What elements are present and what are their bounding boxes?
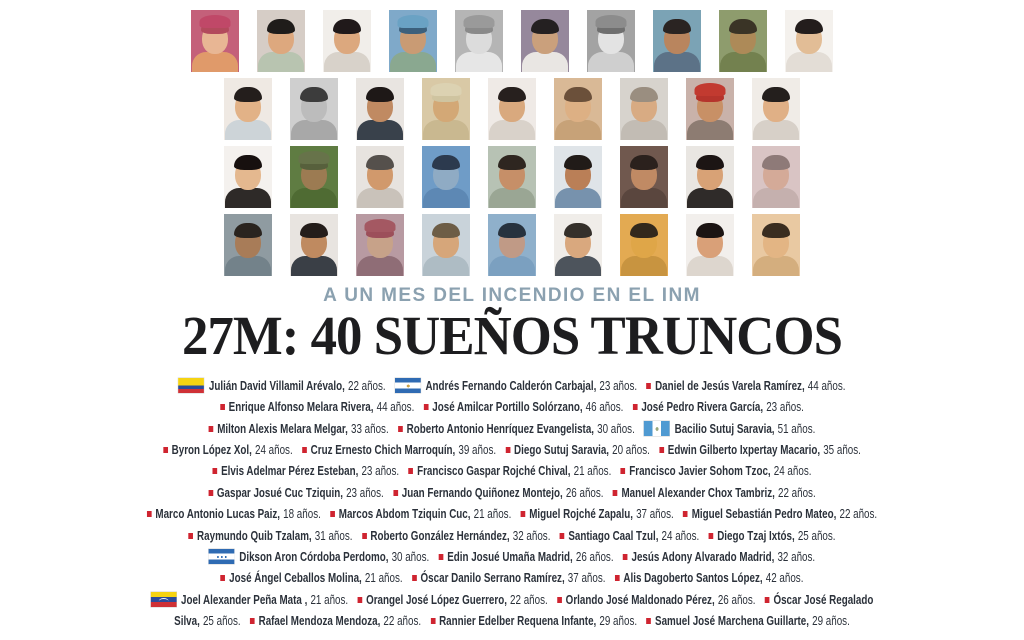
victim-age: 23 años. xyxy=(346,485,384,500)
portrait-photo xyxy=(752,214,800,276)
victim-age: 21 años. xyxy=(310,592,349,607)
victim-name: Daniel de Jesús Varela Ramírez, xyxy=(655,378,805,393)
portrait-hair xyxy=(531,19,559,34)
cap-icon xyxy=(200,15,231,28)
victim-entry xyxy=(621,464,812,478)
portrait-photo xyxy=(422,78,470,140)
portrait-photo xyxy=(257,10,305,72)
victim-age: 23 años. xyxy=(599,378,638,393)
victim-name: Orangel José López Guerrero, xyxy=(366,592,507,607)
victim-name: Edin Josué Umaña Madrid, xyxy=(447,549,573,564)
victim-age: 35 años. xyxy=(823,442,861,457)
victim-name: Rafael Mendoza Mendoza, xyxy=(258,614,381,629)
bullet-icon xyxy=(163,447,168,453)
portrait-hair xyxy=(762,155,790,170)
portrait-shoulders xyxy=(720,52,766,72)
victim-entry xyxy=(709,529,836,543)
portrait-hair xyxy=(564,87,592,102)
bullet-icon xyxy=(560,533,565,539)
victim-age: 29 años. xyxy=(812,614,850,629)
victim-entry xyxy=(439,550,614,564)
portrait-hair xyxy=(234,155,262,170)
victim-age: 32 años. xyxy=(777,549,816,564)
victim-age: 21 años. xyxy=(364,571,403,586)
victim-age: 25 años. xyxy=(202,614,241,629)
portrait-shoulders xyxy=(192,52,238,72)
portrait-hair xyxy=(267,19,295,34)
victim-entry xyxy=(521,507,674,521)
portrait-photo xyxy=(752,78,800,140)
portrait-photo xyxy=(620,78,668,140)
portrait-shoulders xyxy=(456,52,502,72)
portrait-shoulders xyxy=(423,120,469,140)
portrait-shoulders xyxy=(258,52,304,72)
portrait-hair xyxy=(564,223,592,238)
bullet-icon xyxy=(393,490,398,496)
victim-entry xyxy=(430,614,637,628)
portrait-hair xyxy=(630,87,658,102)
portrait-hair xyxy=(795,19,823,34)
victim-entry xyxy=(362,529,551,543)
victim-entry xyxy=(398,422,635,436)
bullet-icon xyxy=(221,575,226,581)
portrait-shoulders xyxy=(225,188,271,208)
portrait-shoulders xyxy=(654,52,700,72)
portrait-photo xyxy=(752,146,800,208)
bullet-icon xyxy=(208,490,213,496)
portrait-photo xyxy=(290,214,338,276)
portrait-photo xyxy=(455,10,503,72)
victim-name: Bacilio Sutuj Saravia, xyxy=(674,421,775,436)
victim-entry xyxy=(424,400,624,414)
portrait-shoulders xyxy=(621,120,667,140)
victim-entry xyxy=(213,464,400,478)
victim-name: Manuel Alexander Chox Tambriz, xyxy=(621,485,775,500)
portrait-photo xyxy=(488,78,536,140)
victim-name: Diego Tzaj Ixtós, xyxy=(717,528,795,543)
victim-name: Diego Sutuj Saravia, xyxy=(514,442,610,457)
victim-age: 21 años. xyxy=(473,507,512,522)
bullet-icon xyxy=(709,533,714,539)
portrait-hair xyxy=(696,155,724,170)
victim-age: 24 años. xyxy=(661,528,700,543)
victim-name: Santiago Caal Tzul, xyxy=(568,528,659,543)
portrait-photo xyxy=(620,214,668,276)
portrait-shoulders xyxy=(753,120,799,140)
victim-age: 18 años. xyxy=(283,507,321,522)
victim-age: 26 años. xyxy=(565,485,604,500)
bullet-icon xyxy=(621,468,626,474)
victim-age: 37 años. xyxy=(636,507,674,522)
victim-age: 20 años. xyxy=(612,442,650,457)
victim-entry xyxy=(395,378,637,393)
cap-icon xyxy=(695,83,726,96)
cap-icon xyxy=(398,15,429,28)
portrait-photo xyxy=(554,78,602,140)
victim-age: 44 años. xyxy=(807,378,846,393)
portrait-photo xyxy=(686,78,734,140)
victim-name: Juan Fernando Quiñonez Montejo, xyxy=(401,485,563,500)
portrait-shoulders xyxy=(621,256,667,276)
portrait-hair xyxy=(630,223,658,238)
el-salvador-flag-icon xyxy=(395,378,421,393)
portrait-photo xyxy=(224,214,272,276)
victim-age: 23 años. xyxy=(361,464,400,479)
victim-entry xyxy=(208,486,383,500)
victim-entry xyxy=(560,529,699,543)
portrait-photo xyxy=(488,214,536,276)
portrait-photo xyxy=(554,214,602,276)
portrait-hair xyxy=(762,223,790,238)
victim-name: Andrés Fernando Calderón Carbajal, xyxy=(425,378,597,393)
photo-grid xyxy=(0,0,1024,276)
victim-line xyxy=(113,610,912,631)
portrait-photo xyxy=(356,214,404,276)
bullet-icon xyxy=(557,597,562,603)
portrait-shoulders xyxy=(555,120,601,140)
victim-name: Marcos Abdom Tziquin Cuc, xyxy=(338,507,471,522)
victim-name: Óscar Danilo Serrano Ramírez, xyxy=(420,571,565,586)
victim-entry xyxy=(330,507,511,521)
portrait-shoulders xyxy=(390,52,436,72)
victim-entry xyxy=(613,486,816,500)
cap-icon xyxy=(431,83,462,96)
victim-age: 31 años. xyxy=(314,528,353,543)
victims-list xyxy=(113,375,912,632)
portrait-shoulders xyxy=(753,188,799,208)
photo-row xyxy=(191,10,833,72)
victim-age: 22 años. xyxy=(383,614,422,629)
victim-name: Gaspar Josué Cuc Tziquin, xyxy=(216,485,343,500)
victim-entry xyxy=(683,507,877,521)
victim-age: 22 años. xyxy=(777,485,816,500)
portrait-shoulders xyxy=(753,256,799,276)
photo-row xyxy=(224,78,800,140)
victim-age: 25 años. xyxy=(797,528,836,543)
portrait-hair xyxy=(432,155,460,170)
bullet-icon xyxy=(439,554,444,560)
bullet-icon xyxy=(398,426,403,432)
victim-entry xyxy=(557,593,755,607)
portrait-photo xyxy=(356,78,404,140)
portrait-hair xyxy=(762,87,790,102)
portrait-shoulders xyxy=(357,256,403,276)
guatemala-flag-icon xyxy=(644,421,670,436)
victim-age: 33 años. xyxy=(351,421,389,436)
portrait-shoulders xyxy=(225,256,271,276)
portrait-photo xyxy=(587,10,635,72)
bullet-icon xyxy=(188,533,193,539)
portrait-hair xyxy=(333,19,361,34)
bullet-icon xyxy=(424,404,429,410)
portrait-shoulders xyxy=(324,52,370,72)
victim-name: José Amilcar Portillo Solórzano, xyxy=(432,400,583,415)
portrait-shoulders xyxy=(291,120,337,140)
victim-name: Francisco Gaspar Rojché Chival, xyxy=(417,464,571,479)
victim-entry xyxy=(505,443,649,457)
victim-entry xyxy=(250,614,421,628)
portrait-shoulders xyxy=(687,120,733,140)
portrait-photo xyxy=(620,146,668,208)
portrait-shoulders xyxy=(489,188,535,208)
portrait-hair xyxy=(696,223,724,238)
portrait-photo xyxy=(389,10,437,72)
victim-entry xyxy=(221,571,403,585)
portrait-photo xyxy=(422,214,470,276)
portrait-hair xyxy=(498,155,526,170)
victim-name: Alis Dagoberto Santos López, xyxy=(623,571,763,586)
victim-name: José Ángel Ceballos Molina, xyxy=(229,571,362,586)
victim-name: Elvis Adelmar Pérez Esteban, xyxy=(221,464,359,479)
victim-line xyxy=(113,568,912,589)
portrait-photo xyxy=(191,10,239,72)
portrait-photo xyxy=(785,10,833,72)
bullet-icon xyxy=(409,468,414,474)
victim-entry xyxy=(209,422,389,436)
victim-line xyxy=(113,503,912,524)
portrait-photo xyxy=(224,78,272,140)
bullet-icon xyxy=(250,618,255,624)
victim-line xyxy=(113,439,912,460)
victim-name: Francisco Javier Sohom Tzoc, xyxy=(629,464,771,479)
victim-name: Marco Antonio Lucas Paiz, xyxy=(155,507,281,522)
portrait-shoulders xyxy=(291,188,337,208)
bullet-icon xyxy=(765,597,770,603)
portrait-hair xyxy=(234,87,262,102)
victim-name: Cruz Ernesto Chich Marroquín, xyxy=(310,442,456,457)
bullet-icon xyxy=(330,511,335,517)
victim-age: 32 años. xyxy=(512,528,551,543)
victim-name: Julián David Villamil Arévalo, xyxy=(208,378,345,393)
victim-entry xyxy=(174,614,240,628)
portrait-photo xyxy=(686,214,734,276)
portrait-shoulders xyxy=(423,256,469,276)
bullet-icon xyxy=(213,468,218,474)
portrait-shoulders xyxy=(786,52,832,72)
bullet-icon xyxy=(633,404,638,410)
bullet-icon xyxy=(358,597,363,603)
portrait-photo xyxy=(653,10,701,72)
victim-entry xyxy=(765,593,874,607)
portrait-shoulders xyxy=(423,188,469,208)
victim-entry xyxy=(209,549,429,564)
kicker-subtitle: A UN MES DEL INCENDIO EN EL INM xyxy=(323,285,701,306)
portrait-hair xyxy=(663,19,691,34)
victim-entry xyxy=(623,550,815,564)
victim-line xyxy=(113,396,912,417)
victim-line xyxy=(113,482,912,503)
victim-age: 29 años. xyxy=(599,614,638,629)
portrait-hair xyxy=(630,155,658,170)
victim-age: 23 años. xyxy=(766,400,804,415)
victim-age: 30 años. xyxy=(391,549,430,564)
victim-name: Roberto Antonio Henríquez Evangelista, xyxy=(406,421,595,436)
victim-name: José Pedro Rivera García, xyxy=(641,400,764,415)
bullet-icon xyxy=(220,404,225,410)
victim-age: 26 años. xyxy=(575,549,614,564)
cap-icon xyxy=(596,15,627,28)
victim-entry xyxy=(409,464,612,478)
victim-name: Orlando José Maldonado Pérez, xyxy=(565,592,715,607)
bullet-icon xyxy=(659,447,664,453)
bullet-icon xyxy=(623,554,628,560)
victim-entry xyxy=(358,593,548,607)
victim-entry xyxy=(633,400,804,414)
victim-age: 26 años. xyxy=(717,592,756,607)
venezuela-flag-icon xyxy=(151,592,177,607)
portrait-photo xyxy=(323,10,371,72)
portrait-photo xyxy=(686,146,734,208)
bullet-icon xyxy=(209,426,214,432)
portrait-shoulders xyxy=(357,120,403,140)
portrait-shoulders xyxy=(588,52,634,72)
victim-name: Joel Alexander Peña Mata , xyxy=(181,592,308,607)
portrait-hair xyxy=(366,87,394,102)
portrait-hair xyxy=(234,223,262,238)
bullet-icon xyxy=(302,447,307,453)
victim-name: Silva, xyxy=(174,614,200,629)
victim-age: 46 años. xyxy=(585,400,624,415)
victim-line xyxy=(113,418,912,439)
portrait-shoulders xyxy=(555,256,601,276)
victim-entry xyxy=(220,400,414,414)
victim-entry xyxy=(151,592,349,607)
portrait-shoulders xyxy=(621,188,667,208)
portrait-shoulders xyxy=(489,256,535,276)
portrait-photo xyxy=(521,10,569,72)
portrait-photo xyxy=(356,146,404,208)
victim-age: 22 años. xyxy=(510,592,548,607)
bullet-icon xyxy=(430,618,435,624)
portrait-shoulders xyxy=(291,256,337,276)
victim-line xyxy=(113,461,912,482)
portrait-photo xyxy=(719,10,767,72)
bullet-icon xyxy=(412,575,417,581)
victim-name: Milton Alexis Melara Melgar, xyxy=(217,421,348,436)
portrait-photo xyxy=(554,146,602,208)
victim-line xyxy=(113,546,912,567)
portrait-shoulders xyxy=(555,188,601,208)
victim-entry xyxy=(147,507,321,521)
portrait-shoulders xyxy=(489,120,535,140)
victim-entry xyxy=(412,571,606,585)
portrait-hair xyxy=(366,155,394,170)
victim-entry xyxy=(393,486,603,500)
victim-name: Dikson Aron Córdoba Perdomo, xyxy=(239,549,389,564)
victim-name: Byron López Xol, xyxy=(171,442,252,457)
victim-age: 22 años. xyxy=(347,378,386,393)
victim-entry xyxy=(163,443,293,457)
victim-name: Miguel Sebastián Pedro Mateo, xyxy=(691,507,837,522)
portrait-photo xyxy=(224,146,272,208)
victim-line xyxy=(113,525,912,546)
victim-entry xyxy=(178,378,385,393)
portrait-shoulders xyxy=(687,256,733,276)
victim-age: 21 años. xyxy=(573,464,612,479)
photo-row xyxy=(224,146,800,208)
page-title: 27M: 40 SUEÑOS TRUNCOS xyxy=(182,305,842,366)
cap-icon xyxy=(464,15,495,28)
portrait-photo xyxy=(422,146,470,208)
victim-age: 44 años. xyxy=(376,400,415,415)
victim-entry xyxy=(615,571,804,585)
portrait-photo xyxy=(290,78,338,140)
victim-name: Samuel José Marchena Guillarte, xyxy=(655,614,809,629)
victim-entry xyxy=(659,443,861,457)
portrait-shoulders xyxy=(522,52,568,72)
victim-entry xyxy=(188,529,352,543)
portrait-shoulders xyxy=(687,188,733,208)
portrait-hair xyxy=(498,223,526,238)
victim-name: Óscar José Regalado xyxy=(773,592,874,607)
cap-icon xyxy=(299,151,330,164)
cap-icon xyxy=(365,219,396,232)
bullet-icon xyxy=(646,618,651,624)
victim-name: Jesús Adony Alvarado Madrid, xyxy=(631,549,775,564)
bullet-icon xyxy=(615,575,620,581)
victim-entry xyxy=(302,443,496,457)
victim-age: 22 años. xyxy=(839,507,878,522)
honduras-flag-icon xyxy=(209,549,235,564)
bullet-icon xyxy=(683,511,688,517)
portrait-hair xyxy=(564,155,592,170)
victim-age: 24 años. xyxy=(773,464,812,479)
victim-entry xyxy=(646,379,845,393)
victim-name: Enrique Alfonso Melara Rivera, xyxy=(228,400,374,415)
victim-entry xyxy=(646,614,849,628)
victim-entry xyxy=(644,421,815,436)
bullet-icon xyxy=(505,447,510,453)
victim-age: 39 años. xyxy=(458,442,497,457)
victim-line xyxy=(113,375,912,396)
bullet-icon xyxy=(613,490,618,496)
portrait-hair xyxy=(300,223,328,238)
bullet-icon xyxy=(646,383,651,389)
portrait-shoulders xyxy=(225,120,271,140)
victim-age: 24 años. xyxy=(255,442,293,457)
photo-row xyxy=(224,214,800,276)
portrait-photo xyxy=(488,146,536,208)
victim-name: Miguel Rojché Zapalu, xyxy=(529,507,633,522)
portrait-shoulders xyxy=(357,188,403,208)
portrait-hair xyxy=(498,87,526,102)
victim-name: Edwin Gilberto Ixpertay Macario, xyxy=(667,442,821,457)
bullet-icon xyxy=(521,511,526,517)
portrait-photo xyxy=(290,146,338,208)
bullet-icon xyxy=(362,533,367,539)
victim-age: 30 años. xyxy=(597,421,635,436)
victim-line xyxy=(113,589,912,610)
victim-name: Roberto González Hernández, xyxy=(370,528,510,543)
victim-name: Raymundo Quib Tzalam, xyxy=(197,528,312,543)
colombia-flag-icon xyxy=(178,378,204,393)
victim-age: 37 años. xyxy=(567,571,606,586)
portrait-hair xyxy=(300,87,328,102)
victim-name: Rannier Edelber Requena Infante, xyxy=(439,614,597,629)
portrait-hair xyxy=(432,223,460,238)
victim-age: 42 años. xyxy=(765,571,804,586)
bullet-icon xyxy=(147,511,152,517)
victim-age: 51 años. xyxy=(777,421,816,436)
portrait-hair xyxy=(729,19,757,34)
